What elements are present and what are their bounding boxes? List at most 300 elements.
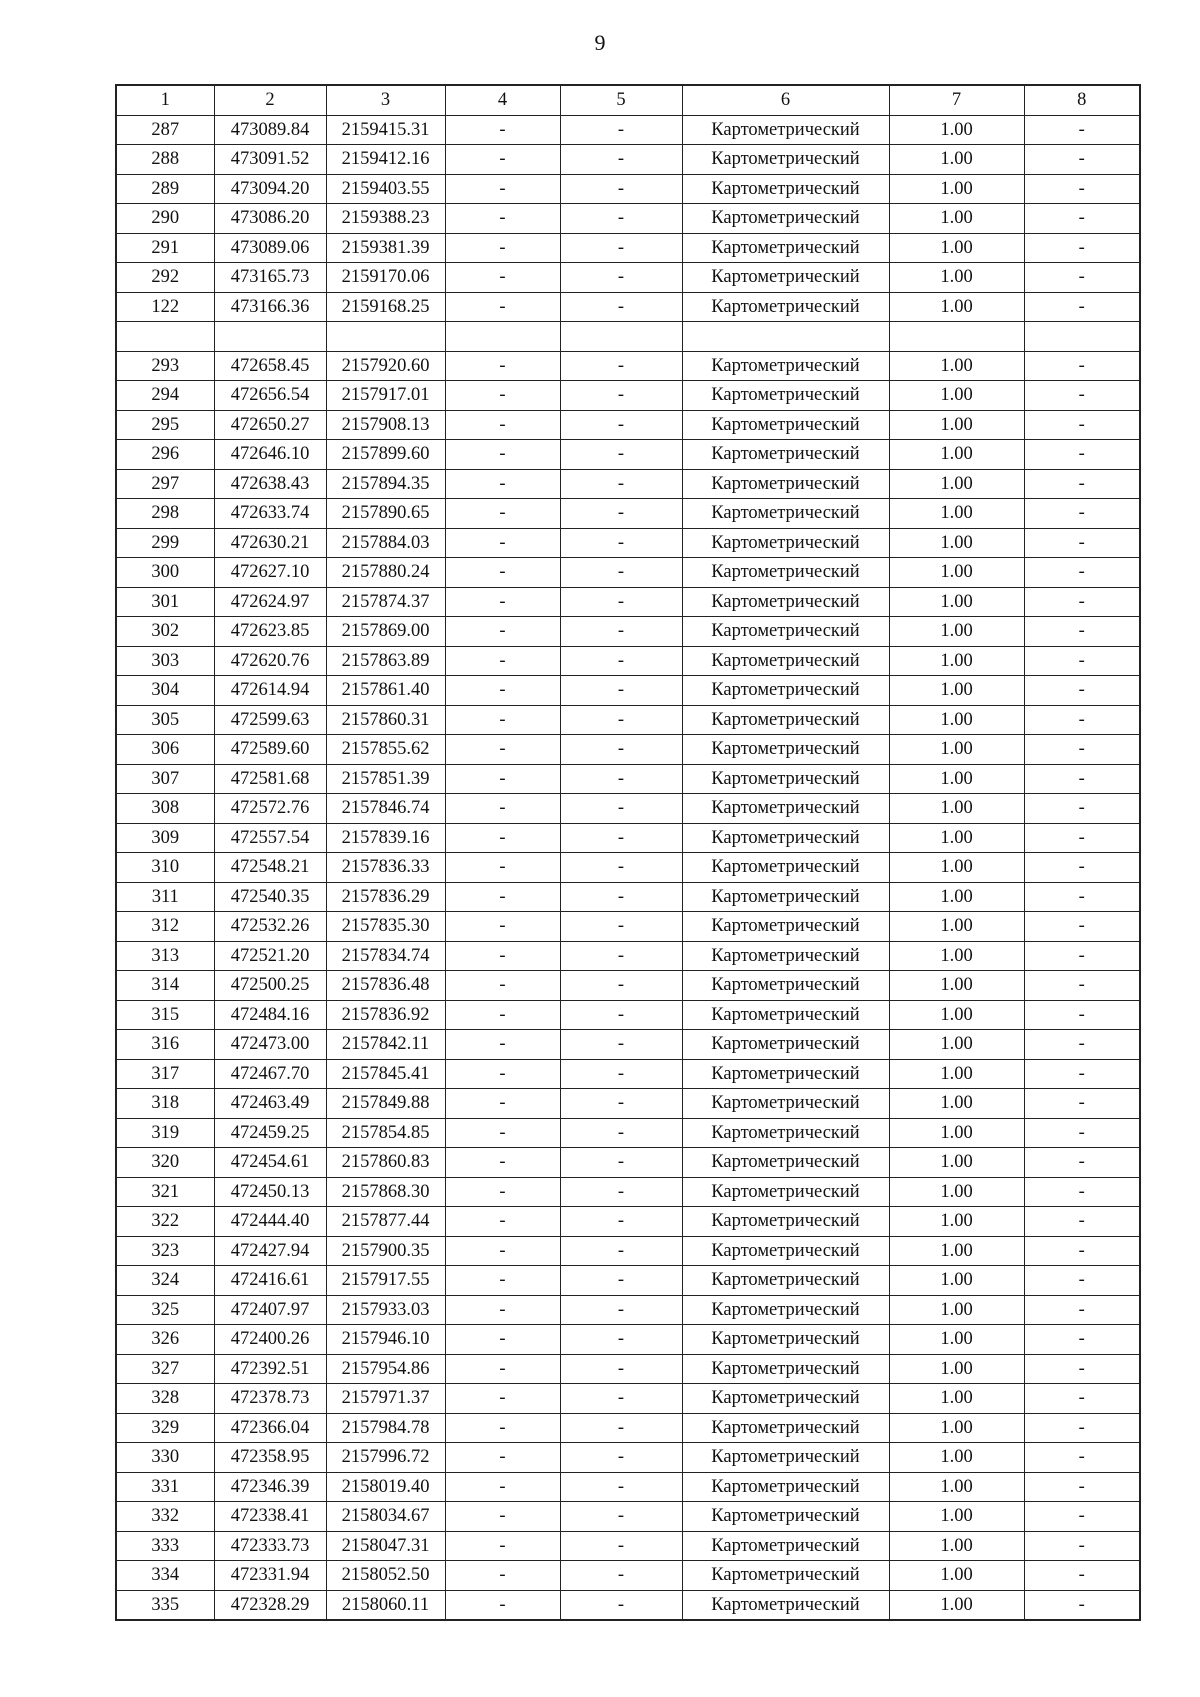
col-5-cell: - bbox=[560, 499, 682, 529]
col-8-cell: - bbox=[1024, 735, 1140, 765]
accuracy-cell: 1.00 bbox=[889, 1236, 1024, 1266]
col-4-cell: - bbox=[445, 499, 560, 529]
col-8-cell: - bbox=[1024, 1207, 1140, 1237]
col-5-cell: - bbox=[560, 1531, 682, 1561]
table-row bbox=[116, 558, 1140, 588]
col-4-cell: - bbox=[445, 558, 560, 588]
col-4-cell: - bbox=[445, 1295, 560, 1325]
x-coordinate-cell: 472627.10 bbox=[214, 558, 326, 588]
col-4-cell: - bbox=[445, 115, 560, 145]
col-8-cell: - bbox=[1024, 1177, 1140, 1207]
table-row bbox=[116, 1561, 1140, 1591]
y-coordinate-cell: 2157899.60 bbox=[326, 440, 445, 470]
col-8-cell: - bbox=[1024, 469, 1140, 499]
col-4-cell: - bbox=[445, 381, 560, 411]
accuracy-cell: 1.00 bbox=[889, 1030, 1024, 1060]
col-8-cell: - bbox=[1024, 499, 1140, 529]
x-coordinate-cell: 472400.26 bbox=[214, 1325, 326, 1355]
header-cell-1: 1 bbox=[116, 85, 214, 115]
accuracy-cell: 1.00 bbox=[889, 204, 1024, 234]
point-number-cell: 331 bbox=[116, 1472, 214, 1502]
table-row bbox=[116, 1089, 1140, 1119]
method-cell: Картометрический bbox=[682, 1354, 889, 1384]
accuracy-cell: 1.00 bbox=[889, 1059, 1024, 1089]
col-4-cell: - bbox=[445, 1177, 560, 1207]
x-coordinate-cell: 472333.73 bbox=[214, 1531, 326, 1561]
col-5-cell: - bbox=[560, 912, 682, 942]
y-coordinate-cell: 2157851.39 bbox=[326, 764, 445, 794]
method-cell: Картометрический bbox=[682, 1502, 889, 1532]
method-cell bbox=[682, 322, 889, 352]
header-cell-2: 2 bbox=[214, 85, 326, 115]
table-row bbox=[116, 676, 1140, 706]
col-5-cell: - bbox=[560, 1384, 682, 1414]
method-cell: Картометрический bbox=[682, 1295, 889, 1325]
method-cell: Картометрический bbox=[682, 1531, 889, 1561]
point-number-cell: 316 bbox=[116, 1030, 214, 1060]
x-coordinate-cell: 472407.97 bbox=[214, 1295, 326, 1325]
method-cell: Картометрический bbox=[682, 912, 889, 942]
col-4-cell: - bbox=[445, 646, 560, 676]
col-5-cell: - bbox=[560, 1030, 682, 1060]
method-cell: Картометрический bbox=[682, 794, 889, 824]
table-row bbox=[116, 1148, 1140, 1178]
table-row bbox=[116, 115, 1140, 145]
table-row bbox=[116, 1266, 1140, 1296]
point-number-cell: 294 bbox=[116, 381, 214, 411]
method-cell: Картометрический bbox=[682, 1561, 889, 1591]
method-cell: Картометрический bbox=[682, 735, 889, 765]
table-row bbox=[116, 1531, 1140, 1561]
x-coordinate-cell: 473089.84 bbox=[214, 115, 326, 145]
point-number-cell: 300 bbox=[116, 558, 214, 588]
method-cell: Картометрический bbox=[682, 1000, 889, 1030]
col-4-cell: - bbox=[445, 1207, 560, 1237]
col-5-cell: - bbox=[560, 263, 682, 293]
point-number-cell: 288 bbox=[116, 145, 214, 175]
accuracy-cell: 1.00 bbox=[889, 1177, 1024, 1207]
x-coordinate-cell: 472328.29 bbox=[214, 1590, 326, 1620]
method-cell: Картометрический bbox=[682, 381, 889, 411]
accuracy-cell: 1.00 bbox=[889, 646, 1024, 676]
x-coordinate-cell: 472572.76 bbox=[214, 794, 326, 824]
x-coordinate-cell: 472427.94 bbox=[214, 1236, 326, 1266]
x-coordinate-cell: 472473.00 bbox=[214, 1030, 326, 1060]
y-coordinate-cell: 2157933.03 bbox=[326, 1295, 445, 1325]
col-8-cell: - bbox=[1024, 292, 1140, 322]
point-number-cell: 305 bbox=[116, 705, 214, 735]
col-5-cell: - bbox=[560, 292, 682, 322]
table-row bbox=[116, 1354, 1140, 1384]
col-5-cell: - bbox=[560, 646, 682, 676]
col-5-cell: - bbox=[560, 823, 682, 853]
point-number-cell: 289 bbox=[116, 174, 214, 204]
col-8-cell: - bbox=[1024, 882, 1140, 912]
point-number-cell: 306 bbox=[116, 735, 214, 765]
point-number-cell: 334 bbox=[116, 1561, 214, 1591]
method-cell: Картометрический bbox=[682, 676, 889, 706]
x-coordinate-cell: 473091.52 bbox=[214, 145, 326, 175]
method-cell: Картометрический bbox=[682, 1443, 889, 1473]
table-row bbox=[116, 174, 1140, 204]
point-number-cell: 298 bbox=[116, 499, 214, 529]
col-8-cell: - bbox=[1024, 794, 1140, 824]
col-5-cell bbox=[560, 322, 682, 352]
accuracy-cell: 1.00 bbox=[889, 1472, 1024, 1502]
col-4-cell: - bbox=[445, 617, 560, 647]
col-8-cell: - bbox=[1024, 705, 1140, 735]
accuracy-cell: 1.00 bbox=[889, 1531, 1024, 1561]
accuracy-cell: 1.00 bbox=[889, 705, 1024, 735]
y-coordinate-cell: 2159412.16 bbox=[326, 145, 445, 175]
table-row bbox=[116, 528, 1140, 558]
header-row bbox=[116, 85, 1140, 115]
method-cell: Картометрический bbox=[682, 263, 889, 293]
col-8-cell: - bbox=[1024, 233, 1140, 263]
col-8-cell: - bbox=[1024, 1472, 1140, 1502]
table-row bbox=[116, 292, 1140, 322]
x-coordinate-cell: 472646.10 bbox=[214, 440, 326, 470]
accuracy-cell: 1.00 bbox=[889, 410, 1024, 440]
accuracy-cell: 1.00 bbox=[889, 115, 1024, 145]
table-row bbox=[116, 941, 1140, 971]
x-coordinate-cell: 472444.40 bbox=[214, 1207, 326, 1237]
x-coordinate-cell: 472581.68 bbox=[214, 764, 326, 794]
x-coordinate-cell bbox=[214, 322, 326, 352]
col-8-cell: - bbox=[1024, 1354, 1140, 1384]
col-8-cell: - bbox=[1024, 1236, 1140, 1266]
col-5-cell: - bbox=[560, 705, 682, 735]
point-number-cell: 322 bbox=[116, 1207, 214, 1237]
method-cell: Картометрический bbox=[682, 971, 889, 1001]
point-number-cell: 310 bbox=[116, 853, 214, 883]
point-number-cell: 308 bbox=[116, 794, 214, 824]
accuracy-cell: 1.00 bbox=[889, 853, 1024, 883]
x-coordinate-cell: 473165.73 bbox=[214, 263, 326, 293]
table-row bbox=[116, 1502, 1140, 1532]
col-8-cell: - bbox=[1024, 1325, 1140, 1355]
y-coordinate-cell: 2157884.03 bbox=[326, 528, 445, 558]
col-5-cell: - bbox=[560, 1413, 682, 1443]
y-coordinate-cell: 2159170.06 bbox=[326, 263, 445, 293]
col-4-cell: - bbox=[445, 1030, 560, 1060]
table-row bbox=[116, 381, 1140, 411]
point-number-cell: 321 bbox=[116, 1177, 214, 1207]
accuracy-cell: 1.00 bbox=[889, 1384, 1024, 1414]
y-coordinate-cell: 2157863.89 bbox=[326, 646, 445, 676]
y-coordinate-cell: 2157894.35 bbox=[326, 469, 445, 499]
col-5-cell: - bbox=[560, 1354, 682, 1384]
y-coordinate-cell: 2159381.39 bbox=[326, 233, 445, 263]
y-coordinate-cell: 2157855.62 bbox=[326, 735, 445, 765]
col-5-cell: - bbox=[560, 1472, 682, 1502]
point-number-cell: 299 bbox=[116, 528, 214, 558]
col-4-cell: - bbox=[445, 204, 560, 234]
x-coordinate-cell: 472599.63 bbox=[214, 705, 326, 735]
col-4-cell: - bbox=[445, 1561, 560, 1591]
accuracy-cell: 1.00 bbox=[889, 1118, 1024, 1148]
point-number-cell: 291 bbox=[116, 233, 214, 263]
method-cell: Картометрический bbox=[682, 528, 889, 558]
col-5-cell: - bbox=[560, 410, 682, 440]
point-number-cell: 329 bbox=[116, 1413, 214, 1443]
col-4-cell bbox=[445, 322, 560, 352]
point-number-cell: 314 bbox=[116, 971, 214, 1001]
col-8-cell: - bbox=[1024, 1295, 1140, 1325]
table-row bbox=[116, 351, 1140, 381]
y-coordinate-cell: 2158019.40 bbox=[326, 1472, 445, 1502]
table-row bbox=[116, 1413, 1140, 1443]
col-5-cell: - bbox=[560, 204, 682, 234]
method-cell: Картометрический bbox=[682, 115, 889, 145]
method-cell: Картометрический bbox=[682, 1384, 889, 1414]
method-cell: Картометрический bbox=[682, 410, 889, 440]
table-row bbox=[116, 204, 1140, 234]
table-row bbox=[116, 1236, 1140, 1266]
table-row bbox=[116, 233, 1140, 263]
col-8-cell: - bbox=[1024, 145, 1140, 175]
x-coordinate-cell: 472638.43 bbox=[214, 469, 326, 499]
table-row bbox=[116, 705, 1140, 735]
table-row bbox=[116, 1384, 1140, 1414]
table-row bbox=[116, 853, 1140, 883]
method-cell: Картометрический bbox=[682, 1059, 889, 1089]
col-8-cell: - bbox=[1024, 1030, 1140, 1060]
method-cell: Картометрический bbox=[682, 1207, 889, 1237]
col-4-cell: - bbox=[445, 292, 560, 322]
y-coordinate-cell: 2159403.55 bbox=[326, 174, 445, 204]
x-coordinate-cell: 472331.94 bbox=[214, 1561, 326, 1591]
y-coordinate-cell: 2157984.78 bbox=[326, 1413, 445, 1443]
point-number-cell: 330 bbox=[116, 1443, 214, 1473]
col-4-cell: - bbox=[445, 1590, 560, 1620]
method-cell: Картометрический bbox=[682, 204, 889, 234]
point-number-cell: 327 bbox=[116, 1354, 214, 1384]
x-coordinate-cell: 472366.04 bbox=[214, 1413, 326, 1443]
table-row bbox=[116, 410, 1140, 440]
x-coordinate-cell: 472656.54 bbox=[214, 381, 326, 411]
col-4-cell: - bbox=[445, 1266, 560, 1296]
point-number-cell: 302 bbox=[116, 617, 214, 647]
col-8-cell: - bbox=[1024, 764, 1140, 794]
point-number-cell: 323 bbox=[116, 1236, 214, 1266]
y-coordinate-cell: 2159388.23 bbox=[326, 204, 445, 234]
col-4-cell: - bbox=[445, 528, 560, 558]
accuracy-cell: 1.00 bbox=[889, 174, 1024, 204]
y-coordinate-cell: 2157846.74 bbox=[326, 794, 445, 824]
col-8-cell: - bbox=[1024, 1118, 1140, 1148]
table-row bbox=[116, 322, 1140, 352]
accuracy-cell: 1.00 bbox=[889, 1000, 1024, 1030]
x-coordinate-cell: 472557.54 bbox=[214, 823, 326, 853]
point-number-cell: 333 bbox=[116, 1531, 214, 1561]
y-coordinate-cell: 2157836.48 bbox=[326, 971, 445, 1001]
header-cell-5: 5 bbox=[560, 85, 682, 115]
point-number-cell: 312 bbox=[116, 912, 214, 942]
x-coordinate-cell: 472623.85 bbox=[214, 617, 326, 647]
col-4-cell: - bbox=[445, 1000, 560, 1030]
table-row bbox=[116, 823, 1140, 853]
x-coordinate-cell: 472454.61 bbox=[214, 1148, 326, 1178]
y-coordinate-cell: 2157854.85 bbox=[326, 1118, 445, 1148]
x-coordinate-cell: 472630.21 bbox=[214, 528, 326, 558]
point-number-cell: 122 bbox=[116, 292, 214, 322]
accuracy-cell: 1.00 bbox=[889, 292, 1024, 322]
col-4-cell: - bbox=[445, 882, 560, 912]
col-8-cell: - bbox=[1024, 1148, 1140, 1178]
col-5-cell: - bbox=[560, 587, 682, 617]
y-coordinate-cell: 2157874.37 bbox=[326, 587, 445, 617]
point-number-cell: 325 bbox=[116, 1295, 214, 1325]
point-number-cell: 326 bbox=[116, 1325, 214, 1355]
col-4-cell: - bbox=[445, 410, 560, 440]
col-8-cell: - bbox=[1024, 410, 1140, 440]
col-5-cell: - bbox=[560, 676, 682, 706]
col-5-cell: - bbox=[560, 735, 682, 765]
col-4-cell: - bbox=[445, 1118, 560, 1148]
point-number-cell: 290 bbox=[116, 204, 214, 234]
x-coordinate-cell: 472450.13 bbox=[214, 1177, 326, 1207]
table-row bbox=[116, 617, 1140, 647]
x-coordinate-cell: 472532.26 bbox=[214, 912, 326, 942]
col-4-cell: - bbox=[445, 1502, 560, 1532]
col-4-cell: - bbox=[445, 1059, 560, 1089]
point-number-cell: 313 bbox=[116, 941, 214, 971]
method-cell: Картометрический bbox=[682, 440, 889, 470]
col-8-cell: - bbox=[1024, 204, 1140, 234]
point-number-cell: 335 bbox=[116, 1590, 214, 1620]
x-coordinate-cell: 472467.70 bbox=[214, 1059, 326, 1089]
y-coordinate-cell: 2158047.31 bbox=[326, 1531, 445, 1561]
accuracy-cell: 1.00 bbox=[889, 971, 1024, 1001]
y-coordinate-cell: 2157839.16 bbox=[326, 823, 445, 853]
col-8-cell: - bbox=[1024, 1531, 1140, 1561]
col-4-cell: - bbox=[445, 705, 560, 735]
x-coordinate-cell: 473089.06 bbox=[214, 233, 326, 263]
point-number-cell bbox=[116, 322, 214, 352]
x-coordinate-cell: 472540.35 bbox=[214, 882, 326, 912]
method-cell: Картометрический bbox=[682, 1236, 889, 1266]
col-4-cell: - bbox=[445, 735, 560, 765]
col-4-cell: - bbox=[445, 941, 560, 971]
col-8-cell: - bbox=[1024, 853, 1140, 883]
x-coordinate-cell: 472658.45 bbox=[214, 351, 326, 381]
table-row bbox=[116, 1059, 1140, 1089]
col-5-cell: - bbox=[560, 1089, 682, 1119]
table-row bbox=[116, 1177, 1140, 1207]
accuracy-cell: 1.00 bbox=[889, 794, 1024, 824]
y-coordinate-cell: 2157835.30 bbox=[326, 912, 445, 942]
y-coordinate-cell: 2158060.11 bbox=[326, 1590, 445, 1620]
col-5-cell: - bbox=[560, 1118, 682, 1148]
x-coordinate-cell: 472521.20 bbox=[214, 941, 326, 971]
col-8-cell: - bbox=[1024, 971, 1140, 1001]
header-cell-4: 4 bbox=[445, 85, 560, 115]
col-8-cell: - bbox=[1024, 646, 1140, 676]
y-coordinate-cell: 2158052.50 bbox=[326, 1561, 445, 1591]
col-8-cell: - bbox=[1024, 381, 1140, 411]
table-body bbox=[116, 115, 1140, 1620]
y-coordinate-cell: 2157869.00 bbox=[326, 617, 445, 647]
point-number-cell: 304 bbox=[116, 676, 214, 706]
table-row bbox=[116, 469, 1140, 499]
col-4-cell: - bbox=[445, 1325, 560, 1355]
col-5-cell: - bbox=[560, 1561, 682, 1591]
method-cell: Картометрический bbox=[682, 646, 889, 676]
y-coordinate-cell: 2157861.40 bbox=[326, 676, 445, 706]
x-coordinate-cell: 472459.25 bbox=[214, 1118, 326, 1148]
x-coordinate-cell: 472500.25 bbox=[214, 971, 326, 1001]
x-coordinate-cell: 472358.95 bbox=[214, 1443, 326, 1473]
table-row bbox=[116, 1295, 1140, 1325]
col-4-cell: - bbox=[445, 1472, 560, 1502]
point-number-cell: 317 bbox=[116, 1059, 214, 1089]
point-number-cell: 319 bbox=[116, 1118, 214, 1148]
method-cell: Картометрический bbox=[682, 853, 889, 883]
point-number-cell: 309 bbox=[116, 823, 214, 853]
page-number: 9 bbox=[594, 30, 606, 55]
x-coordinate-cell: 472548.21 bbox=[214, 853, 326, 883]
coordinates-table bbox=[115, 84, 1141, 1621]
accuracy-cell: 1.00 bbox=[889, 912, 1024, 942]
y-coordinate-cell: 2157971.37 bbox=[326, 1384, 445, 1414]
col-5-cell: - bbox=[560, 469, 682, 499]
col-8-cell: - bbox=[1024, 351, 1140, 381]
y-coordinate-cell: 2157996.72 bbox=[326, 1443, 445, 1473]
accuracy-cell: 1.00 bbox=[889, 882, 1024, 912]
accuracy-cell: 1.00 bbox=[889, 1354, 1024, 1384]
table-row bbox=[116, 145, 1140, 175]
col-5-cell: - bbox=[560, 617, 682, 647]
accuracy-cell: 1.00 bbox=[889, 1325, 1024, 1355]
table-row bbox=[116, 764, 1140, 794]
y-coordinate-cell: 2157836.92 bbox=[326, 1000, 445, 1030]
method-cell: Картометрический bbox=[682, 1472, 889, 1502]
col-4-cell: - bbox=[445, 233, 560, 263]
y-coordinate-cell: 2157890.65 bbox=[326, 499, 445, 529]
accuracy-cell: 1.00 bbox=[889, 587, 1024, 617]
x-coordinate-cell: 472463.49 bbox=[214, 1089, 326, 1119]
table-row bbox=[116, 882, 1140, 912]
method-cell: Картометрический bbox=[682, 1177, 889, 1207]
col-8-cell: - bbox=[1024, 174, 1140, 204]
y-coordinate-cell: 2157845.41 bbox=[326, 1059, 445, 1089]
method-cell: Картометрический bbox=[682, 882, 889, 912]
col-8-cell bbox=[1024, 322, 1140, 352]
point-number-cell: 315 bbox=[116, 1000, 214, 1030]
accuracy-cell: 1.00 bbox=[889, 941, 1024, 971]
method-cell: Картометрический bbox=[682, 499, 889, 529]
x-coordinate-cell: 472378.73 bbox=[214, 1384, 326, 1414]
y-coordinate-cell: 2157954.86 bbox=[326, 1354, 445, 1384]
col-5-cell: - bbox=[560, 941, 682, 971]
y-coordinate-cell: 2159168.25 bbox=[326, 292, 445, 322]
accuracy-cell: 1.00 bbox=[889, 676, 1024, 706]
col-5-cell: - bbox=[560, 882, 682, 912]
col-8-cell: - bbox=[1024, 1384, 1140, 1414]
col-5-cell: - bbox=[560, 764, 682, 794]
table-row bbox=[116, 499, 1140, 529]
col-4-cell: - bbox=[445, 1148, 560, 1178]
col-5-cell: - bbox=[560, 115, 682, 145]
y-coordinate-cell: 2157868.30 bbox=[326, 1177, 445, 1207]
col-4-cell: - bbox=[445, 469, 560, 499]
x-coordinate-cell: 472416.61 bbox=[214, 1266, 326, 1296]
method-cell: Картометрический bbox=[682, 292, 889, 322]
accuracy-cell: 1.00 bbox=[889, 1561, 1024, 1591]
x-coordinate-cell: 473094.20 bbox=[214, 174, 326, 204]
accuracy-cell: 1.00 bbox=[889, 735, 1024, 765]
